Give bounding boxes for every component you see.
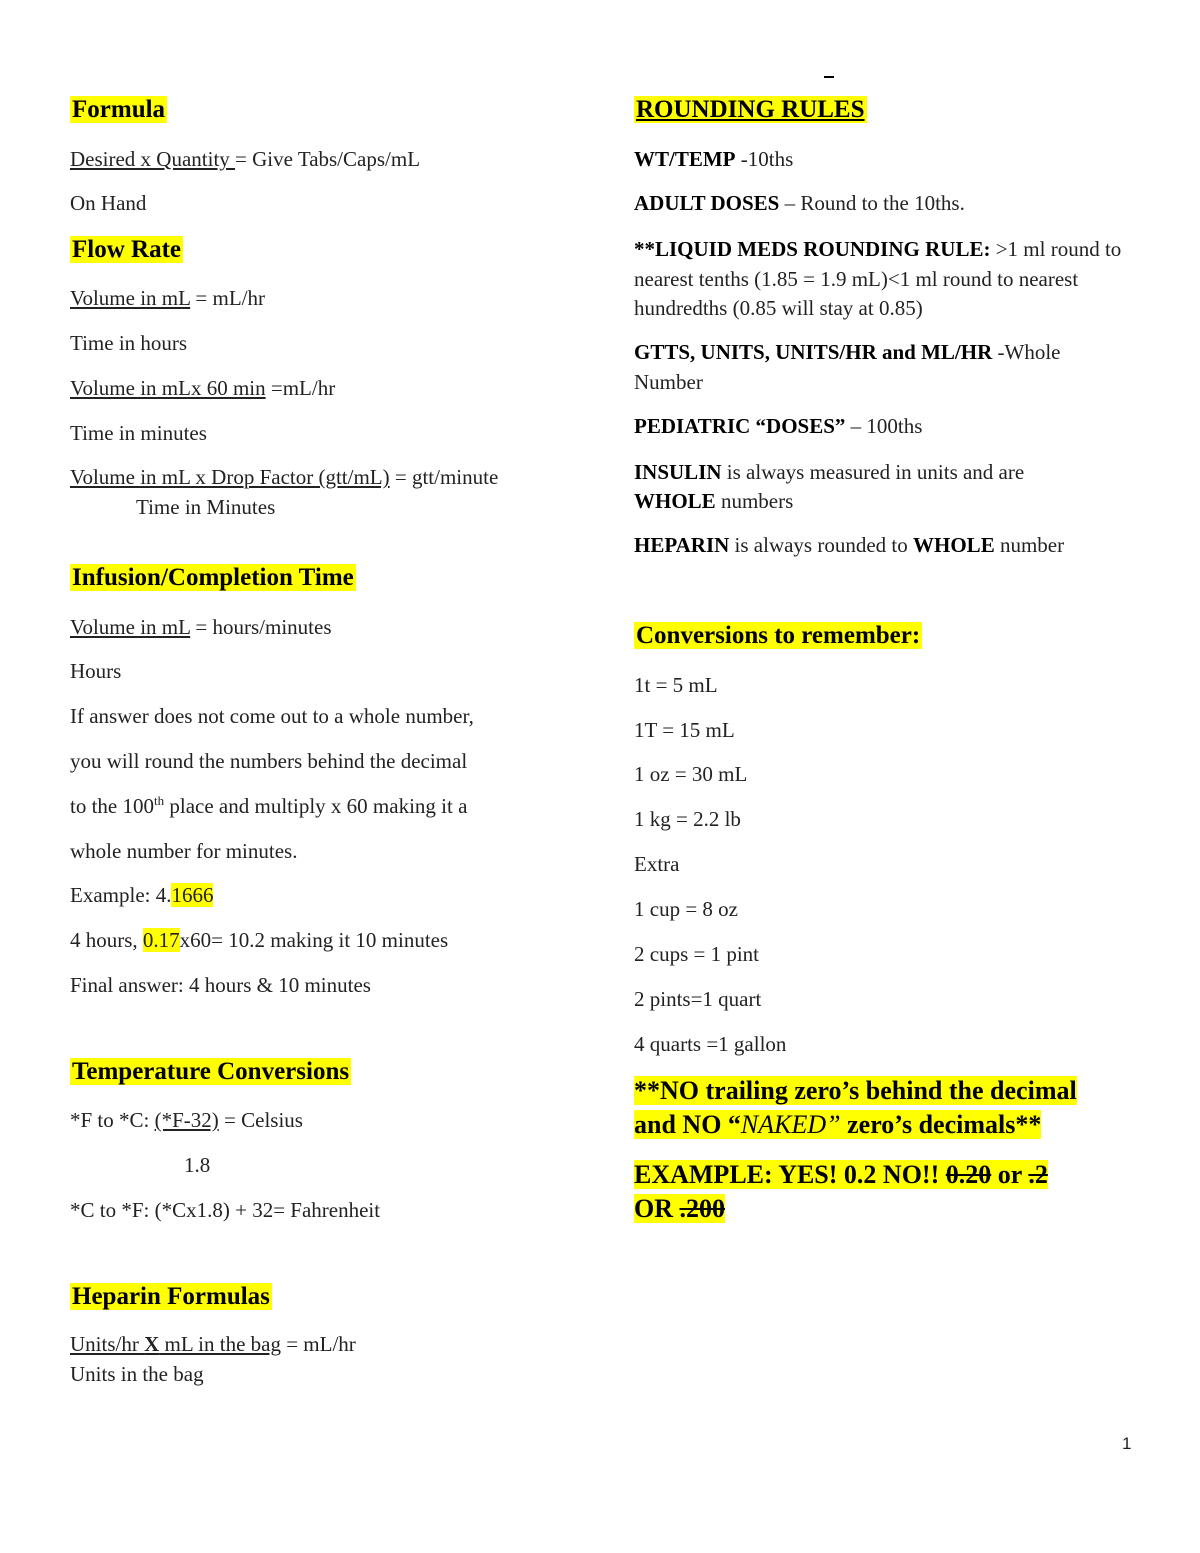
heparin-rule: HEPARIN is always rounded to WHOLE number: [634, 533, 1065, 557]
flow-rate-heading: Flow Rate: [72, 236, 181, 263]
conversion-item: 2 pints=1 quart: [634, 987, 762, 1011]
infusion-line-3: to the 100th place and multiply x 60 making it a: [70, 793, 468, 818]
infusion-line-4: whole number for minutes.: [70, 839, 298, 863]
final-answer: Final answer: 4 hours & 10 minutes: [70, 973, 371, 997]
rounding-heading: ROUNDING RULES: [636, 96, 865, 123]
wt-temp-rule: WT/TEMP -10ths: [634, 147, 794, 171]
heparin-heading: Heparin Formulas: [72, 1283, 270, 1310]
conversion-item: 1T = 15 mL: [634, 718, 735, 742]
no-trailing-zero-line-1: **NO trailing zero’s behind the decimal: [634, 1076, 1077, 1105]
example-rule-line-1: EXAMPLE: YES! 0.2 NO!! 0.20 or .2: [634, 1160, 1048, 1189]
liquid-meds-rule: **LIQUID MEDS ROUNDING RULE: >1 ml round to nearest tenths (1.85 = 1.9 mL)<1 ml round to nearest hundredths (0.85 will stay at 0.85): [634, 237, 1122, 320]
infusion-heading: Infusion/Completion Time: [72, 564, 354, 591]
flow3-denominator: Time in Minutes: [136, 495, 276, 519]
flow1-result: = mL/hr: [190, 286, 266, 310]
conversions-heading: Conversions to remember:: [636, 622, 921, 649]
flow1-denominator: Time in hours: [70, 331, 188, 355]
heparin-formula: Units/hr X mL in the bag = mL/hr: [70, 1332, 356, 1356]
flow1-numerator: Volume in mL: [70, 286, 191, 310]
conversion-item: 1 cup = 8 oz: [634, 897, 738, 921]
temperature-heading: Temperature Conversions: [72, 1058, 350, 1085]
infusion-denominator: Hours: [70, 659, 122, 683]
pediatric-rule: PEDIATRIC “DOSES” – 100ths: [634, 414, 923, 438]
page-number: 1: [1122, 1434, 1132, 1453]
infusion-line-1: If answer does not come out to a whole number,: [70, 704, 474, 728]
conversion-item: 2 cups = 1 pint: [634, 942, 760, 966]
header-dash: [824, 76, 834, 78]
insulin-rule: INSULIN is always measured in units and are WHOLE numbers: [634, 460, 1025, 513]
superscript-th: th: [154, 793, 165, 808]
infusion-numerator: Volume in mL: [70, 615, 191, 639]
heparin-denominator: Units in the bag: [70, 1362, 204, 1386]
example-highlight: 1666: [171, 883, 214, 907]
infusion-result: = hours/minutes: [190, 615, 332, 639]
conversion-item: Extra: [634, 852, 680, 876]
temp-f-to-c: *F to *C: (*F-32) = Celsius: [70, 1108, 303, 1132]
conversion-item: 1t = 5 mL: [634, 673, 718, 697]
formula-denominator: On Hand: [70, 191, 147, 215]
conversion-item: 1 oz = 30 mL: [634, 762, 748, 786]
infusion-line-2: you will round the numbers behind the decimal: [70, 749, 468, 773]
flow2-numerator: Volume in mLx 60 min: [70, 376, 266, 400]
hours-highlight: 0.17: [142, 928, 180, 952]
formula-numerator: Desired x Quantity: [70, 147, 236, 171]
hours-line: 4 hours, 0.17x60= 10.2 making it 10 minutes: [70, 928, 449, 952]
flow2-denominator: Time in minutes: [70, 421, 207, 445]
no-trailing-zero-line-2: and NO “NAKED” zero’s decimals**: [634, 1110, 1042, 1139]
conversion-item: 4 quarts =1 gallon: [634, 1032, 787, 1056]
example-rule-line-2: OR .200: [634, 1194, 725, 1223]
temp-c-to-f: *C to *F: (*Cx1.8) + 32= Fahrenheit: [70, 1198, 381, 1222]
flow2-result: =mL/hr: [265, 376, 336, 400]
gtts-rule: GTTS, UNITS, UNITS/HR and ML/HR -Whole Number: [634, 340, 1061, 394]
formula-result: = Give Tabs/Caps/mL: [235, 147, 421, 171]
formula-heading: Formula: [72, 96, 166, 123]
example-line: Example: 4.1666: [70, 883, 214, 907]
conversion-item: 1 kg = 2.2 lb: [634, 807, 741, 831]
temp-denominator: 1.8: [184, 1153, 211, 1177]
flow3-result: = gtt/minute: [389, 465, 499, 489]
adult-doses-rule: ADULT DOSES – Round to the 10ths.: [634, 191, 965, 215]
flow3-numerator: Volume in mL x Drop Factor (gtt/mL): [70, 465, 390, 489]
